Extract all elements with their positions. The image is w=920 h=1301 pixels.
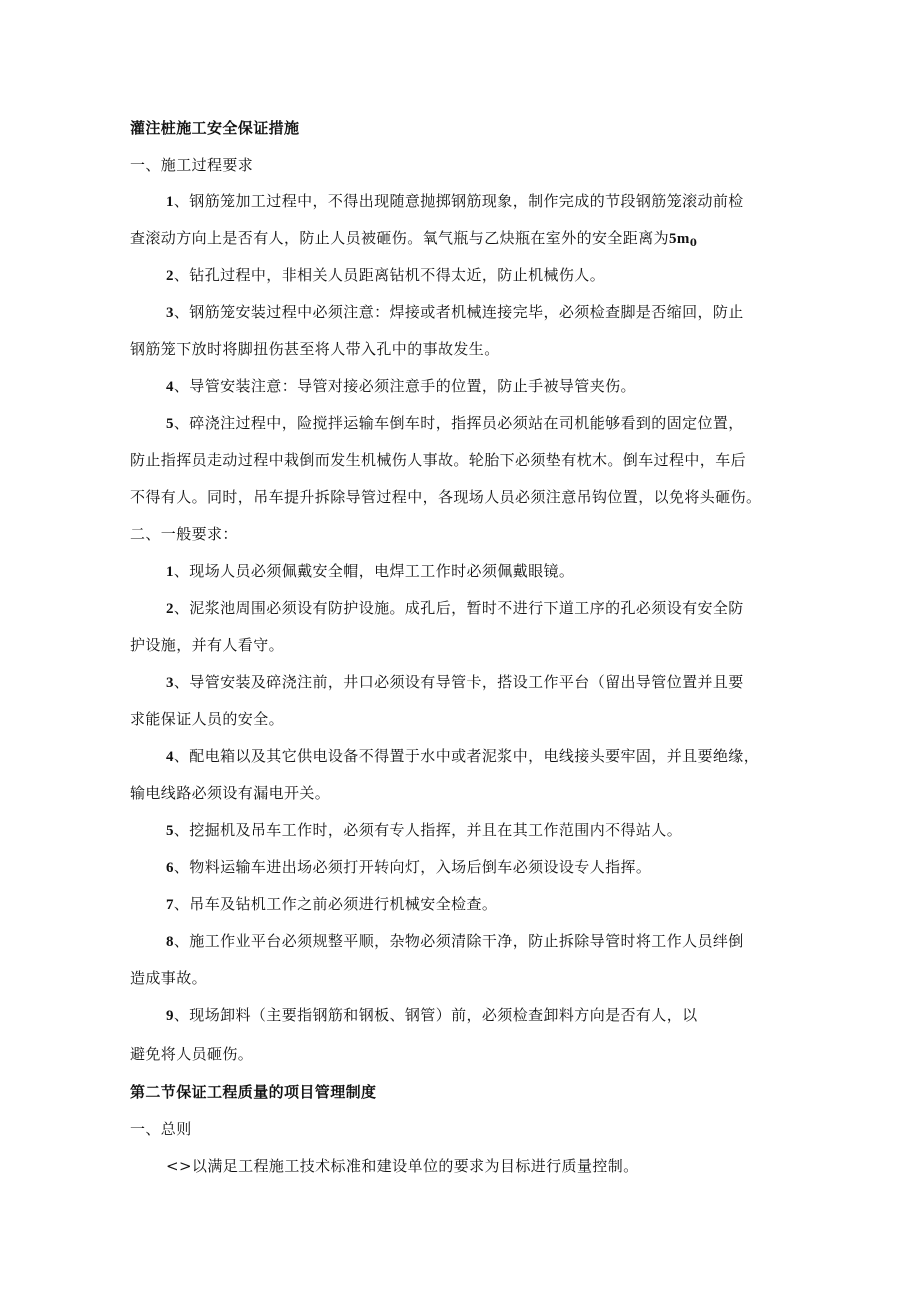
list-item: 5、碎浇注过程中，险搅拌运输车倒车时，指挥员必须站在司机能够看到的固定位置， — [166, 414, 744, 432]
list-item: 3、导管安装及碎浇注前，井口必须设有导管卡，搭设工作平台（留出导管位置并且要 — [166, 673, 744, 691]
list-item-continuation: 不得有人。同时，吊车提升拆除导管过程中，各现场人员必须注意吊钩位置，以免将头砸伤。 — [130, 488, 762, 506]
list-item: 3、钢筋笼安装过程中必须注意：焊接或者机械连接完毕，必须检查脚是否缩回，防止 — [166, 303, 744, 321]
heading-general-requirements: 二、一般要求： — [130, 525, 238, 543]
list-item: 4、导管安装注意：导管对接必须注意手的位置，防止手被导管夹伤。 — [166, 377, 636, 395]
list-item-continuation: 护设施，并有人看守。 — [130, 636, 285, 654]
list-item: 5、挖掘机及吊车工作时，必须有专人指挥，并且在其工作范围内不得站人。 — [166, 821, 683, 839]
list-item-continuation: 输电线路必须设有漏电开关。 — [130, 784, 331, 802]
section-title: 灌注桩施工安全保证措施 — [130, 119, 300, 137]
list-item-continuation: 避免将人员砸伤。 — [130, 1045, 254, 1063]
list-item: 6、物料运输车进出场必须打开转向灯，入场后倒车必须设设专人指挥。 — [166, 858, 652, 876]
list-item: 1、现场人员必须佩戴安全帽，电焊工工作时必须佩戴眼镜。 — [166, 562, 575, 580]
heading-construction-requirements: 一、施工过程要求 — [130, 156, 254, 174]
list-item: 1、钢筋笼加工过程中，不得出现随意抛掷钢筋现象，制作完成的节段钢筋笼滚动前检 — [166, 192, 744, 210]
paragraph: <>以满足工程施工技术标准和建设单位的要求为目标进行质量控制。 — [166, 1157, 639, 1175]
list-item: 2、泥浆池周围必须设有防护设施。成孔后，暂时不进行下道工序的孔必须设有安全防 — [166, 599, 744, 617]
list-item-continuation: 防止指挥员走动过程中栽倒而发生机械伤人事故。轮胎下必须垫有枕木。倒车过程中，车后 — [130, 451, 747, 469]
list-item: 9、现场卸料（主要指钢筋和钢板、钢管）前，必须检查卸料方向是否有人，以 — [166, 1006, 698, 1024]
list-item-continuation: 查滚动方向上是否有人，防止人员被砸伤。氧气瓶与乙炔瓶在室外的安全距离为$5m_0$ — [130, 229, 698, 249]
section2-title: 第二节保证工程质量的项目管理制度 — [130, 1083, 377, 1101]
list-item: 4、配电箱以及其它供电设备不得置于水中或者泥浆中，电线接头要牢固，并且要绝缘， — [166, 747, 760, 765]
list-item: 2、钻孔过程中，非相关人员距离钻机不得太近，防止机械伤人。 — [166, 266, 606, 284]
heading-general-principles: 一、总则 — [130, 1120, 192, 1138]
list-item-continuation: 求能保证人员的安全。 — [130, 710, 285, 728]
list-item-continuation: 造成事故。 — [130, 969, 208, 987]
list-item-continuation: 钢筋笼下放时将脚扭伤甚至将人带入孔中的事故发生。 — [130, 340, 500, 358]
list-item: 7、吊车及钻机工作之前必须进行机械安全检查。 — [166, 895, 498, 913]
list-item: 8、施工作业平台必须规整平顺，杂物必须清除干净，防止拆除导管时将工作人员绊倒 — [166, 932, 744, 950]
